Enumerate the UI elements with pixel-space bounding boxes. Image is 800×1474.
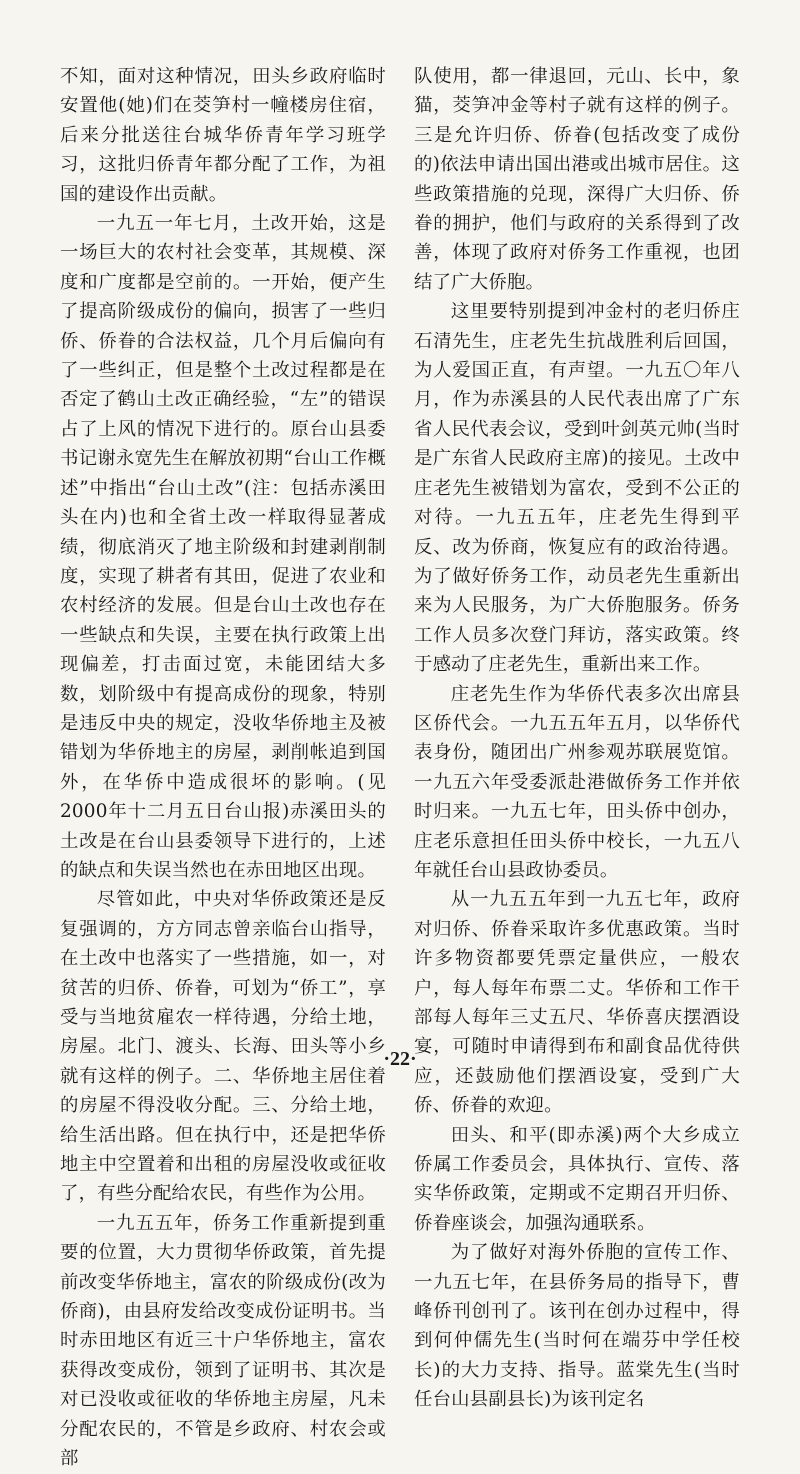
paragraph: 庄老先生作为华侨代表多次出席县区侨代会。一九五五年五月，以华侨代表身份，随团出广州参观苏联展览馆。一九五六年受委派赴港做侨务工作并依时归来。一九五七年，田头侨中创办，庄老乐意担任田头侨中校长，一九五八年就任台山县政协委员。 — [414, 683, 740, 881]
right-column — [414, 62, 740, 1415]
paragraph: 为了做好对海外侨胞的宣传工作、一九五七年，在县侨务局的指导下，曹峰侨刊创刊了。该刊在创办过程中，得到何仲儒先生(当时何在端芬中学任校长)的大力支持、指导。蓝棠先生(当时任台山县副县长)为该刊定名 — [414, 1242, 740, 1411]
paragraph: 队使用，都一律退回，元山、长中，象猫，茭笋冲金等村子就有这样的例子。三是允许归侨、侨眷(包括改变了成份的)依法申请出国出港或出城市居住。这些政策措施的兑现，深得广大归侨、侨眷的拥护，他们与政府的关系得到了改善，体现了政府对侨务工作重视，也团结了广大侨胞。 — [414, 66, 740, 293]
paragraph: 尽管如此，中央对华侨政策还是反复强调的，方方同志曾亲临台山指导，在土改中也落实了一些措施，如一，对贫苦的归侨、侨眷，可划为“侨工”，享受与当地贫雇农一样待遇，分给土地，房屋。北门、渡头、长海、田头等小乡就有这样的例子。二、华侨地主居住着的房屋不得没收分配。三、分给土地，给生活出路。但在执行中，还是把华侨地主中空置着和出租的房屋没收或征收了，有些分配给农民，有些作为公用。 — [60, 889, 386, 1205]
paragraph: 田头、和平(即赤溪)两个大乡成立侨属工作委员会，具体执行、宣传、落实华侨政策，定期或不定期召开归侨、侨眷座谈会，加强沟通联系。 — [414, 1124, 740, 1234]
paragraph: 一九五五年，侨务工作重新提到重要的位置，大力贯彻华侨政策，首先提前改变华侨地主，富农的阶级成份(改为侨商)，由县府发给改变成份证明书。当时赤田地区有近三十户华侨地主，富农获得改变成份，领到了证明书、其次是对已没收或征收的华侨地主房屋，凡未分配农民的，不管是乡政府、村农会或部 — [60, 1212, 386, 1470]
paragraph: 一九五一年七月，土改开始，这是一场巨大的农村社会变革，其规模、深度和广度都是空前的。一开始，便产生了提高阶级成份的偏向，损害了一些归侨、侨眷的合法权益，几个月后偏向有了一些纠正，但是整个土改过程都是在否定了鹤山土改正确经验，“左”的错误占了上风的情况下进行的。原台山县委书记谢永宽先生在解放初期“台山工作概述”中指出“台山土改”(注：包括赤溪田头在内)也和全省土改一样取得显著成绩，彻底消灭了地主阶级和封建剥削制度，实现了耕者有其田，促进了农业和农村经济的发展。但是台山土改也存在一些缺点和失误，主要在执行政策上出现偏差，打击面过宽，未能团结大多数，划阶级中有提高成份的现象，特别是违反中央的规定，没收华侨地主及被错划为华侨地主的房屋，剥削帐追到国外，在华侨中造成很坏的影响。(见2000年十二月五日台山报)赤溪田头的土改是在台山县委领导下进行的，上述的缺点和失误当然也在赤田地区出现。 — [60, 213, 386, 881]
paragraph: 不知，面对这种情况，田头乡政府临时安置他(她)们在茭笋村一幢楼房住宿，后来分批送往台城华侨青年学习班学习，这批归侨青年都分配了工作，为祖国的建设作出贡献。 — [60, 66, 386, 205]
page-number: ·22· — [383, 1048, 417, 1070]
left-column — [60, 62, 386, 1474]
paragraph: 这里要特别提到冲金村的老归侨庄石清先生，庄老先生抗战胜利后回国，为人爱国正直，有声望。一九五〇年八月，作为赤溪县的人民代表出席了广东省人民代表会议，受到叶剑英元帅(当时是广东省人民政府主席)的接见。土改中庄老先生被错划为富农，受到不公正的对待。一九五五年，庄老先生得到平反、改为侨商，恢复应有的政治待遇。为了做好侨务工作，动员老先生重新出来为人民服务，为广大侨胞服务。侨务工作人员多次登门拜访，落实政策。终于感动了庄老先生，重新出来工作。 — [414, 301, 740, 676]
paragraph: 从一九五五年到一九五七年，政府对归侨、侨眷采取许多优惠政策。当时许多物资都要凭票定量供应，一般农户，每人每年布票二丈。华侨和工作干部每人每年三丈五尺、华侨喜庆摆酒设宴，可随时申请得到布和副食品优待供应，还鼓励他们摆酒设宴，受到广大侨、侨眷的欢迎。 — [414, 889, 740, 1117]
